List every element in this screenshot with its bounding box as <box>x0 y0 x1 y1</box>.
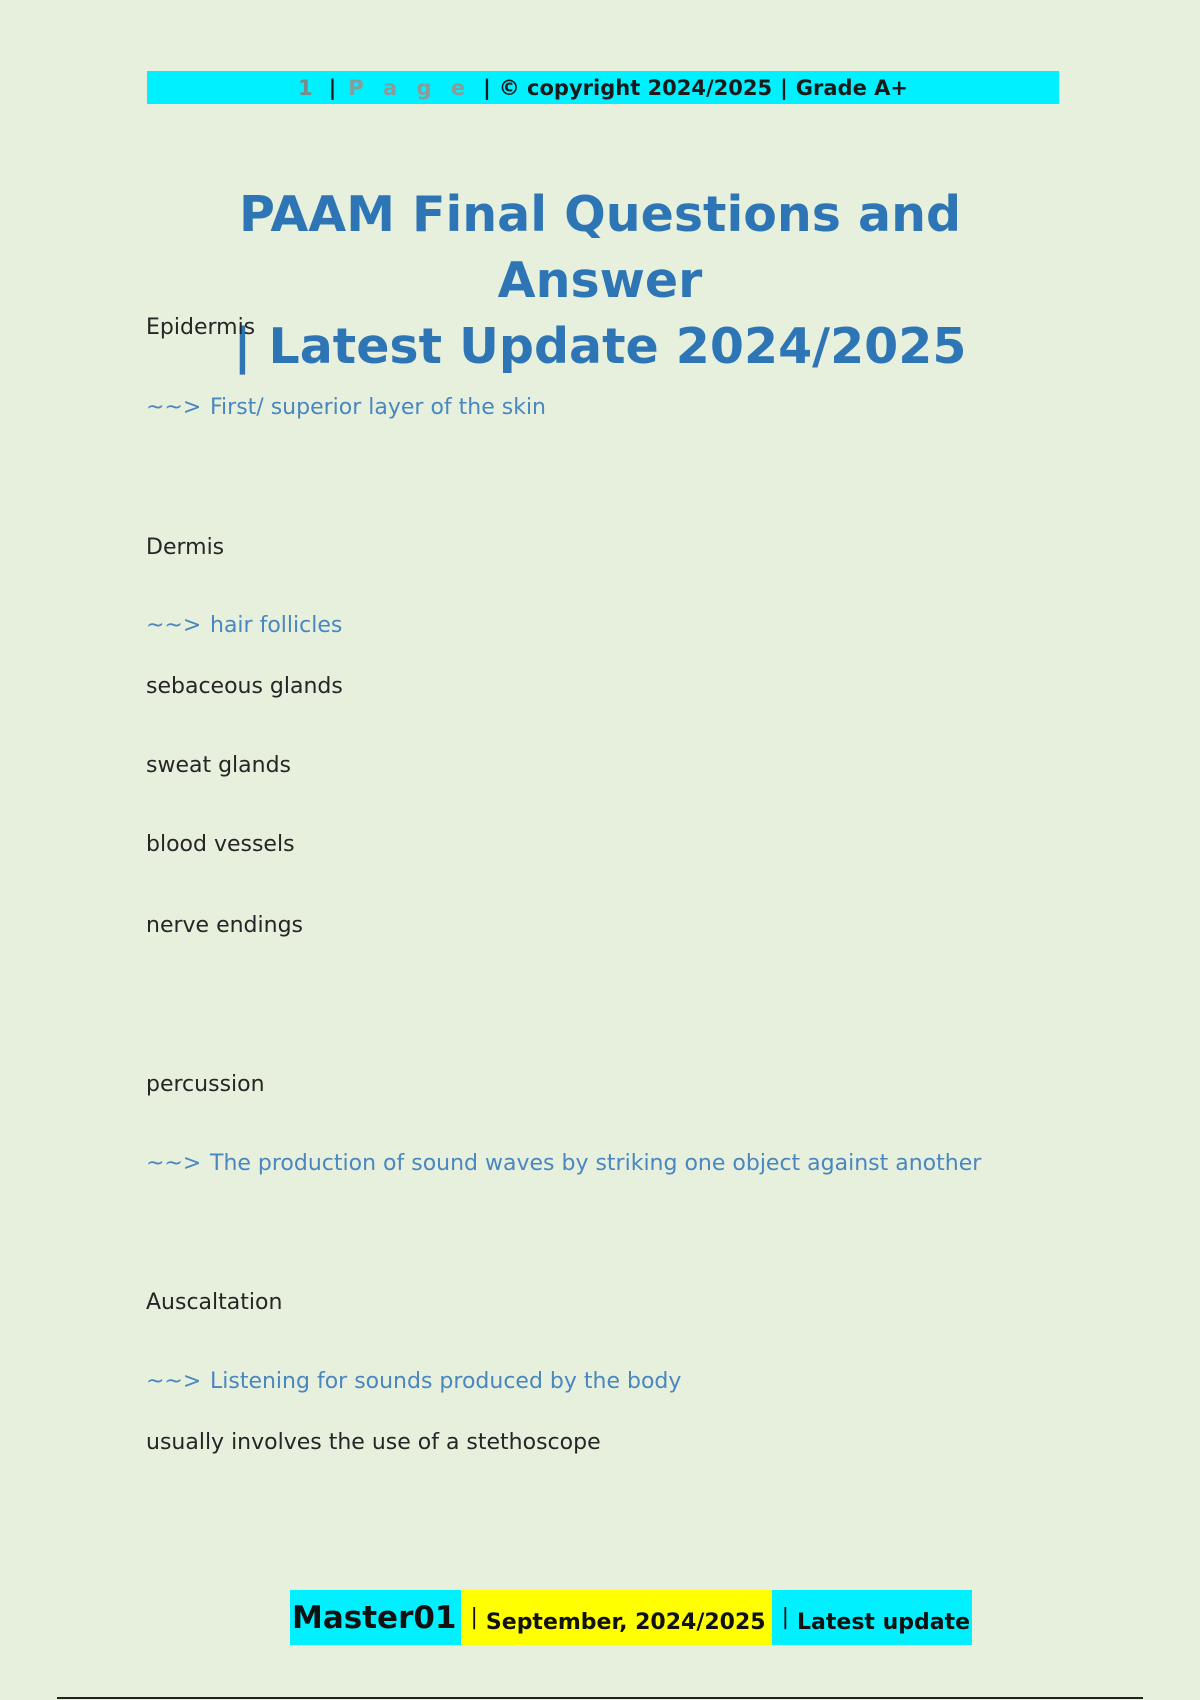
answer-dermis <box>146 613 342 638</box>
footer-date: September, 2024/2025 <box>485 1610 766 1635</box>
answer-text: First/ superior layer of the skin <box>210 395 547 420</box>
arrow-icon: ~~> <box>146 1369 202 1394</box>
header-separator: | <box>780 75 788 100</box>
answer-continuation: usually involves the use of a stethoscope <box>146 1430 601 1455</box>
answer-text: Listening for sounds produced by the body <box>210 1369 682 1394</box>
answer-epidermis <box>146 395 546 420</box>
page-footer <box>290 1590 972 1645</box>
answer-text: The production of sound waves by striking one object against another <box>210 1151 982 1176</box>
footer-brand: Master01 <box>292 1599 457 1636</box>
footer-latest-segment <box>772 1590 972 1645</box>
arrow-icon: ~~> <box>146 395 202 420</box>
footer-separator: | <box>470 1605 478 1630</box>
answer-percussion <box>146 1151 981 1176</box>
page-number: 1 <box>298 75 313 100</box>
term-auscaltation: Auscaltation <box>146 1290 283 1315</box>
answer-continuation: nerve endings <box>146 913 303 938</box>
answer-continuation: sweat glands <box>146 753 292 778</box>
title-line-2: | Latest Update 2024/2025 <box>233 318 967 375</box>
copyright-text: © copyright 2024/2025 <box>498 75 773 100</box>
answer-continuation: sebaceous glands <box>146 674 343 699</box>
answer-auscaltation <box>146 1369 681 1394</box>
arrow-icon: ~~> <box>146 613 202 638</box>
term-percussion: percussion <box>146 1072 265 1097</box>
footer-date-segment <box>461 1590 772 1645</box>
title-line-1: PAAM Final Questions and Answer <box>238 186 962 309</box>
page-header-bar <box>147 71 1059 104</box>
footer-latest: Latest update <box>797 1610 971 1635</box>
footer-brand-segment <box>290 1590 461 1645</box>
answer-continuation: blood vessels <box>146 832 295 857</box>
term-dermis: Dermis <box>146 535 225 560</box>
grade-text: Grade A+ <box>795 75 908 100</box>
document-title <box>130 182 1070 380</box>
arrow-icon: ~~> <box>146 1151 202 1176</box>
bottom-divider <box>57 1697 1143 1699</box>
answer-text: hair follicles <box>210 613 343 638</box>
term-epidermis: Epidermis <box>146 315 256 340</box>
page-label: P a g e <box>348 75 472 100</box>
header-separator: | <box>328 75 337 100</box>
header-separator: | <box>483 75 491 100</box>
footer-separator: | <box>781 1605 790 1630</box>
